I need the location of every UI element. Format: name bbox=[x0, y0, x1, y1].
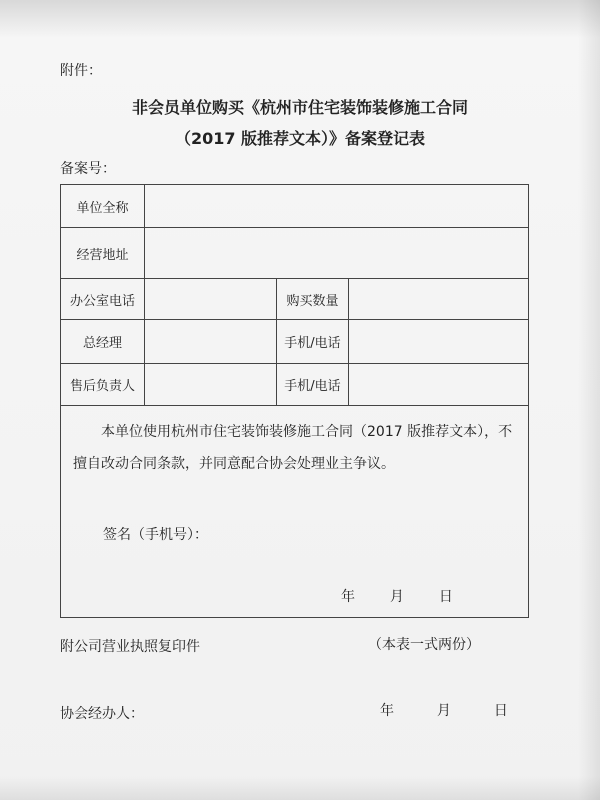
attachment-label: 附件： bbox=[60, 63, 102, 79]
after-sales-phone-field[interactable] bbox=[349, 364, 529, 406]
purchase-qty-field[interactable] bbox=[349, 279, 529, 320]
agent-date-day: 日 bbox=[493, 703, 508, 719]
company-name-field[interactable] bbox=[145, 185, 529, 228]
row-address bbox=[61, 228, 529, 279]
association-agent-label: 协会经办人： bbox=[60, 706, 144, 722]
gm-phone-field[interactable] bbox=[349, 320, 529, 364]
statement-text bbox=[61, 406, 528, 480]
agent-date bbox=[380, 700, 508, 720]
gm-phone-label: 手机/电话 bbox=[277, 320, 349, 364]
agent-date-year: 年 bbox=[380, 703, 394, 719]
statement-line2: 擅自改动合同条款，并同意配合协会处理业主争议。 bbox=[73, 456, 395, 472]
address-label: 经营地址 bbox=[61, 228, 145, 279]
signature-label: 签名（手机号）： bbox=[103, 527, 208, 543]
row-after-sales bbox=[61, 364, 529, 406]
statement-date bbox=[61, 586, 528, 606]
company-name-label: 单位全称 bbox=[61, 185, 145, 228]
purchase-qty-label: 购买数量 bbox=[277, 279, 349, 320]
agent-date-month: 月 bbox=[436, 703, 451, 719]
row-statement bbox=[61, 406, 529, 618]
office-phone-field[interactable] bbox=[145, 279, 277, 320]
document-title-line2: （2017 版推荐文本）》备案登记表 bbox=[174, 129, 426, 148]
after-sales-field[interactable] bbox=[145, 364, 277, 406]
row-company-name bbox=[61, 185, 529, 228]
row-office-phone bbox=[61, 279, 529, 320]
date-month-label: 月 bbox=[389, 589, 404, 605]
gm-field[interactable] bbox=[145, 320, 277, 364]
statement-cell bbox=[61, 406, 529, 618]
office-phone-label: 办公室电话 bbox=[61, 279, 145, 320]
statement-line1: 本单位使用杭州市住宅装饰装修施工合同（2017 版推荐文本），不 bbox=[101, 424, 513, 440]
attach-license-note: 附公司营业执照复印件 bbox=[60, 639, 200, 655]
document-title-line1: 非会员单位购买《杭州市住宅装饰装修施工合同 bbox=[131, 98, 468, 117]
after-sales-phone-label: 手机/电话 bbox=[277, 364, 349, 406]
address-field[interactable] bbox=[145, 228, 529, 279]
row-general-manager bbox=[61, 320, 529, 364]
record-number-label: 备案号： bbox=[60, 161, 116, 177]
after-sales-label: 售后负责人 bbox=[61, 364, 145, 406]
registration-form-table bbox=[60, 184, 529, 618]
copies-note: （本表一式两份） bbox=[368, 637, 480, 653]
date-year-label: 年 bbox=[341, 589, 355, 605]
gm-label: 总经理 bbox=[61, 320, 145, 364]
date-day-label: 日 bbox=[438, 589, 453, 605]
